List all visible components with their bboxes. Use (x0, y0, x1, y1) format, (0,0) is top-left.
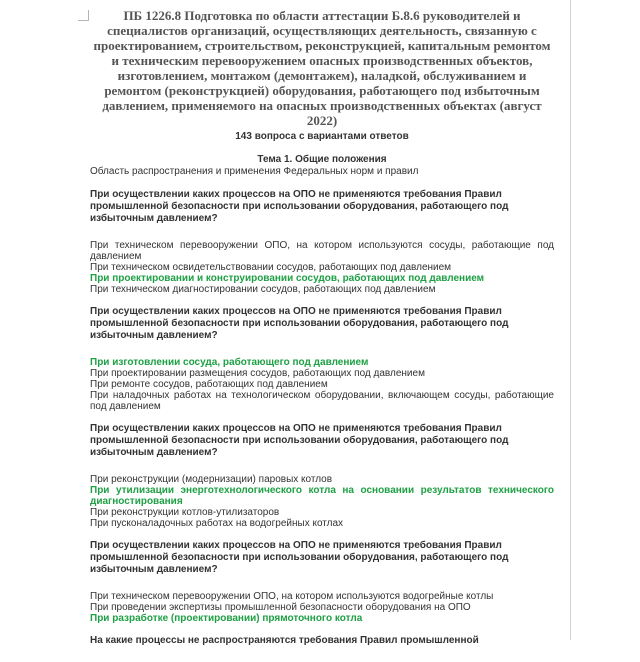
question-text: При осуществлении каких процессов на ОПО не применяются требования Правил промышленной безопасности при использовании оборудования, работающего под избыточным давлением? (90, 540, 509, 575)
correct-answer: При изготовлении сосуда, работающего под давлением (90, 357, 369, 368)
answer-option: При ремонте сосудов, работающих под давлением (90, 379, 328, 390)
topic-scope: Область распространения и применения Федеральных норм и правил (90, 166, 419, 177)
answer-list (90, 591, 554, 624)
question-text: При осуществлении каких процессов на ОПО не применяются требования Правил промышленной безопасности при использовании оборудования, работающего под избыточным давлением? (90, 189, 509, 224)
text-boundary-corner-mark (78, 10, 89, 21)
correct-answer: При утилизации энерготехнологического котла на основании результатов технического диагностирования (90, 485, 554, 507)
page-right-boundary (570, 0, 571, 640)
document-content (90, 8, 554, 662)
answer-option: При техническом перевооружении ОПО, на котором используются водогрейные котлы (90, 591, 494, 602)
questions-list (90, 189, 554, 647)
answer-option: При реконструкции (модернизации) паровых котлов (90, 474, 333, 485)
document-subtitle: 143 вопроса с вариантами ответов (235, 131, 409, 142)
question-text: При осуществлении каких процессов на ОПО не применяются требования Правил промышленной безопасности при использовании оборудования, работающего под избыточным давлением? (90, 306, 509, 341)
topic-title: Тема 1. Общие положения (257, 154, 387, 165)
answer-list (90, 240, 554, 295)
question-block (90, 189, 554, 295)
question-text: При осуществлении каких процессов на ОПО не применяются требования Правил промышленной безопасности при использовании оборудования, работающего под избыточным давлением? (90, 423, 509, 458)
correct-answer: При проектировании и конструировании сосудов, работающих под давлением (90, 273, 485, 284)
answer-option: При реконструкции котлов-утилизаторов (90, 507, 280, 518)
question-text: На какие процессы не распространяются требования Правил промышленной (90, 635, 479, 646)
question-block (90, 635, 554, 647)
answer-option: При наладочных работах на технологическом оборудовании, включающем сосуды, работающие под давлением (90, 390, 554, 412)
answer-option: При пусконаладочных работах на водогрейных котлах (90, 518, 344, 529)
question-block (90, 423, 554, 529)
answer-option: При проектировании размещения сосудов, работающих под давлением (90, 368, 425, 379)
answer-option: При техническом освидетельствовании сосудов, работающих под давлением (90, 262, 452, 273)
answer-list (90, 474, 554, 529)
answer-option: При техническом диагностировании сосудов, работающих под давлением (90, 284, 436, 295)
question-block (90, 540, 554, 624)
answer-list (90, 357, 554, 412)
correct-answer: При разработке (проектировании) прямоточного котла (90, 613, 363, 624)
answer-option: При техническом перевооружении ОПО, на котором используются сосуды, работающие под давлением (90, 240, 554, 262)
answer-option: При проведении экспертизы промышленной безопасности оборудования на ОПО (90, 602, 471, 613)
question-block (90, 306, 554, 412)
document-title: ПБ 1226.8 Подготовка по области аттестации Б.8.6 руководителей и специалистов организаций, осуществляющих деятельность, связанную с проектированием, строительством, реконструкцией, капитальным ремонтом и техническим перевооружением опасных производственных объектов, изготовлением, монтажом (демонтажем), наладкой, обслуживанием и ремонтом (реконструкцией) оборудования, работающего под избыточным давлением, применяемого на опасных производственных объектах (август 2022) (93, 8, 551, 128)
